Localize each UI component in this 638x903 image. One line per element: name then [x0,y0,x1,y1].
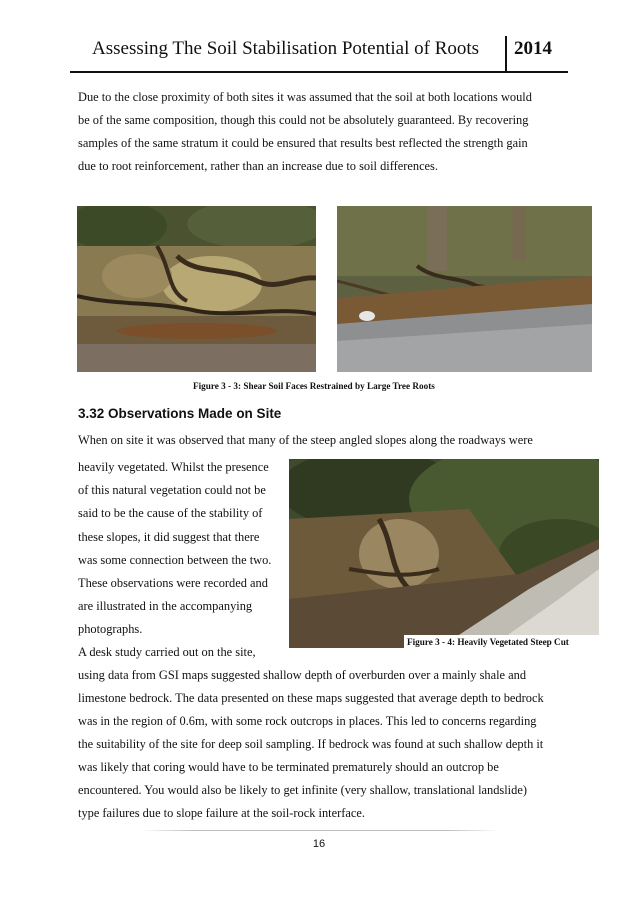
text-line: photographs. [78,622,143,637]
footer-rule [140,830,500,831]
photo-root-restrained-face-right [337,206,592,372]
figure-3-3-caption: Figure 3 - 3: Shear Soil Faces Restrained by Large Tree Roots [193,381,435,391]
text-line: said to be the cause of the stability of [78,506,263,521]
photo-root-restrained-face-left [77,206,316,372]
text-line: was in the region of 0.6m, with some rock outcrops in places. This led to concerns regarding [78,714,537,728]
text-line: due to root reinforcement, rather than an increase due to soil differences. [78,159,438,173]
section-lead-line: When on site it was observed that many of the steep angled slopes along the roadways were [78,433,533,447]
text-line: A desk study carried out on the site, [78,645,256,659]
figure-3-4-caption: Figure 3 - 4: Heavily Vegetated Steep Cut [407,637,569,647]
text-line: these slopes, it did suggest that there [78,529,260,544]
text-line: limestone bedrock. The data presented on these maps suggested that average depth to bedrock [78,691,544,705]
text-line: using data from GSI maps suggested shallow depth of overburden over a mainly shale and [78,668,527,682]
text-line: was some connection between the two. [78,552,272,567]
text-line: encountered. You would also be likely to get infinite (very shallow, translational landslide) [78,783,527,797]
header-divider [505,36,507,72]
text-line: samples of the same stratum it could be ensured that results best reflected the strength gain [78,136,528,150]
desk-study-paragraph [78,641,544,825]
photo-vegetated-steep-cut [289,459,599,648]
text-line: Due to the close proximity of both sites it was assumed that the soil at both locations would [78,90,532,104]
section-heading: 3.32 Observations Made on Site [78,406,282,421]
running-header-year: 2014 [514,38,552,59]
text-line: heavily vegetated. Whilst the presence [78,460,269,474]
header-rule [70,71,568,73]
intro-paragraph [78,86,532,178]
running-header-title: Assessing The Soil Stabilisation Potential of Roots [92,38,480,59]
text-line: These observations were recorded and [78,576,268,591]
text-line: the suitability of the site for deep soil sampling. If bedrock was found at such shallow depth it [78,737,544,751]
text-line: of this natural vegetation could not be [78,483,266,498]
wrapped-paragraph [78,456,293,642]
text-line: are illustrated in the accompanying [78,599,253,614]
page-number: 16 [312,838,326,850]
text-line: be of the same composition, though this could not be absolutely guaranteed. By recovering [78,113,529,127]
text-line: type failures due to slope failure at the soil-rock interface. [78,806,365,820]
text-line: was likely that coring would have to be terminated prematurely should an outcrop be [78,760,499,774]
